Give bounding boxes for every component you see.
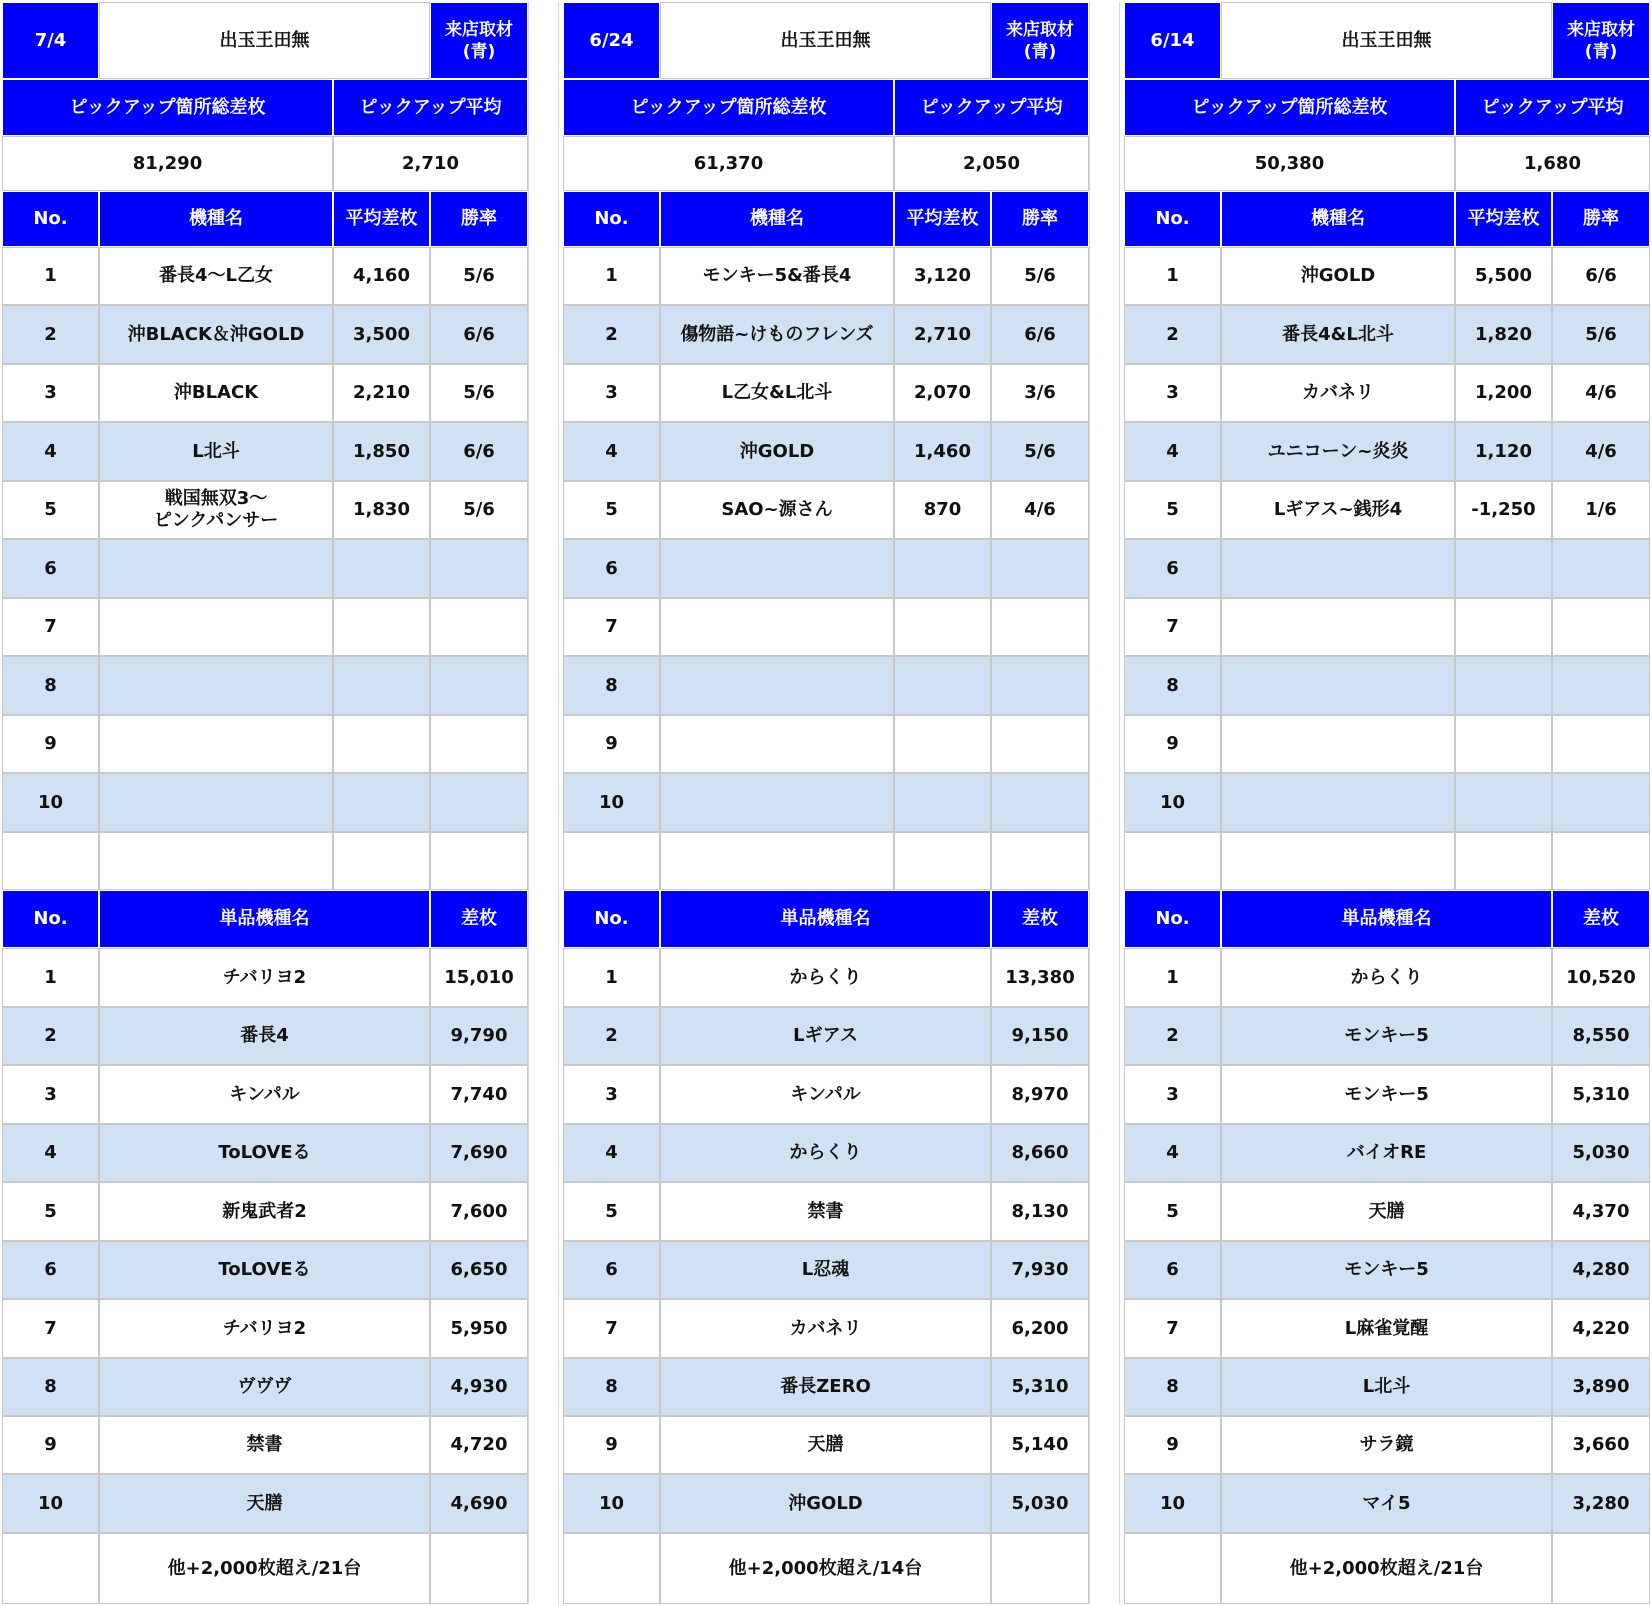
single-name: 天膳 (99, 1474, 430, 1533)
single-no: 4 (1124, 1124, 1221, 1182)
single-diff: 5,030 (991, 1474, 1089, 1533)
column-gap (1089, 2, 1120, 1604)
machine-avg (1455, 539, 1552, 598)
machine-no: 5 (563, 481, 660, 539)
spacer-cell (563, 832, 660, 890)
single-header-diff: 差枚 (1552, 890, 1650, 948)
single-diff: 9,790 (430, 1007, 528, 1065)
machine-avg: 3,500 (333, 305, 430, 364)
machine-win: 4/6 (991, 481, 1089, 539)
single-no: 2 (563, 1007, 660, 1065)
footer-blank (2, 1533, 99, 1604)
footer-note: 他+2,000枚超え/21台 (99, 1533, 430, 1604)
machine-no: 6 (563, 539, 660, 598)
machine-name (99, 598, 333, 656)
machine-win: 6/6 (1552, 247, 1650, 305)
single-no: 1 (1124, 948, 1221, 1007)
machine-no: 6 (2, 539, 99, 598)
machine-win (430, 773, 528, 832)
single-name: 天膳 (660, 1416, 991, 1474)
machine-name: 傷物語~けものフレンズ (660, 305, 894, 364)
single-no: 1 (563, 948, 660, 1007)
machine-win (1552, 715, 1650, 773)
machine-name (99, 773, 333, 832)
machine-no: 5 (1124, 481, 1221, 539)
machine-header-win: 勝率 (430, 191, 528, 247)
machine-avg: 1,830 (333, 481, 430, 539)
machine-name: カバネリ (1221, 364, 1455, 422)
machine-header-name: 機種名 (1221, 191, 1455, 247)
machine-no: 1 (2, 247, 99, 305)
pickup-total-value: 50,380 (1124, 136, 1455, 191)
single-name: 禁書 (660, 1182, 991, 1241)
single-no: 9 (1124, 1416, 1221, 1474)
machine-no: 3 (2, 364, 99, 422)
single-name: モンキー5 (1221, 1007, 1552, 1065)
pickup-total-label: ピックアップ箇所総差枚 (1124, 79, 1455, 136)
single-diff: 4,690 (430, 1474, 528, 1533)
machine-name (1221, 539, 1455, 598)
machine-name (1221, 715, 1455, 773)
machine-no: 7 (563, 598, 660, 656)
machine-no: 4 (2, 422, 99, 481)
single-name: L麻雀覚醒 (1221, 1299, 1552, 1358)
single-no: 8 (1124, 1358, 1221, 1416)
machine-name: モンキー5&番長4 (660, 247, 894, 305)
machine-avg: 1,460 (894, 422, 991, 481)
single-no: 8 (2, 1358, 99, 1416)
machine-avg: 5,500 (1455, 247, 1552, 305)
single-name: 天膳 (1221, 1182, 1552, 1241)
single-name: 沖GOLD (660, 1474, 991, 1533)
single-header-no: No. (1124, 890, 1221, 948)
single-no: 5 (563, 1182, 660, 1241)
machine-name (99, 656, 333, 715)
single-no: 4 (563, 1124, 660, 1182)
machine-name (660, 656, 894, 715)
machine-no: 7 (1124, 598, 1221, 656)
machine-avg: 4,160 (333, 247, 430, 305)
single-diff: 3,890 (1552, 1358, 1650, 1416)
machine-avg (894, 715, 991, 773)
single-name: チバリヨ2 (99, 948, 430, 1007)
machine-header-no: No. (563, 191, 660, 247)
machine-no: 7 (2, 598, 99, 656)
event-tag: 来店取材 (青) (430, 2, 528, 79)
spacer-cell (991, 832, 1089, 890)
footer-blank (563, 1533, 660, 1604)
machine-win: 6/6 (430, 305, 528, 364)
machine-no: 1 (1124, 247, 1221, 305)
machine-avg (1455, 656, 1552, 715)
single-diff: 13,380 (991, 948, 1089, 1007)
spacer-cell (1455, 832, 1552, 890)
single-header-diff: 差枚 (430, 890, 528, 948)
spacer-cell (333, 832, 430, 890)
single-name: マイ5 (1221, 1474, 1552, 1533)
single-no: 3 (563, 1065, 660, 1124)
machine-avg: 3,120 (894, 247, 991, 305)
single-no: 6 (2, 1241, 99, 1299)
single-no: 6 (563, 1241, 660, 1299)
machine-no: 8 (563, 656, 660, 715)
machine-win: 5/6 (991, 247, 1089, 305)
machine-win (991, 539, 1089, 598)
machine-avg: 1,850 (333, 422, 430, 481)
footer-blank (430, 1533, 528, 1604)
single-diff: 4,720 (430, 1416, 528, 1474)
pickup-total-value: 81,290 (2, 136, 333, 191)
machine-header-avg: 平均差枚 (1455, 191, 1552, 247)
machine-win (1552, 656, 1650, 715)
machine-win: 6/6 (991, 305, 1089, 364)
footer-blank (991, 1533, 1089, 1604)
single-diff: 5,310 (1552, 1065, 1650, 1124)
machine-avg (894, 656, 991, 715)
machine-name: 沖BLACK＆沖GOLD (99, 305, 333, 364)
machine-name (660, 598, 894, 656)
single-diff: 4,930 (430, 1358, 528, 1416)
pickup-avg-label: ピックアップ平均 (333, 79, 528, 136)
machine-header-avg: 平均差枚 (894, 191, 991, 247)
machine-win: 1/6 (1552, 481, 1650, 539)
machine-avg (333, 539, 430, 598)
machine-avg (894, 773, 991, 832)
single-name: からくり (1221, 948, 1552, 1007)
machine-win (991, 773, 1089, 832)
machine-name: 番長4～L乙女 (99, 247, 333, 305)
machine-header-no: No. (2, 191, 99, 247)
single-no: 1 (2, 948, 99, 1007)
single-name: からくり (660, 1124, 991, 1182)
machine-avg: 1,200 (1455, 364, 1552, 422)
single-diff: 5,030 (1552, 1124, 1650, 1182)
machine-no: 1 (563, 247, 660, 305)
store-name: 出玉王田無 (660, 2, 991, 79)
machine-win: 5/6 (991, 422, 1089, 481)
footer-blank (1552, 1533, 1650, 1604)
single-diff: 5,140 (991, 1416, 1089, 1474)
single-no: 10 (1124, 1474, 1221, 1533)
spacer-cell (1552, 832, 1650, 890)
single-name: 禁書 (99, 1416, 430, 1474)
machine-name: Lギアス~銭形4 (1221, 481, 1455, 539)
machine-avg (333, 773, 430, 832)
machine-win: 4/6 (1552, 364, 1650, 422)
single-name: ToLOVEる (99, 1124, 430, 1182)
single-header-name: 単品機種名 (99, 890, 430, 948)
single-name: からくり (660, 948, 991, 1007)
machine-win (991, 598, 1089, 656)
machine-avg: 2,210 (333, 364, 430, 422)
pickup-total-label: ピックアップ箇所総差枚 (563, 79, 894, 136)
pickup-avg-label: ピックアップ平均 (894, 79, 1089, 136)
single-name: 番長ZERO (660, 1358, 991, 1416)
machine-avg (1455, 715, 1552, 773)
single-diff: 8,660 (991, 1124, 1089, 1182)
machine-name (660, 773, 894, 832)
date-header: 6/14 (1124, 2, 1221, 79)
machine-no: 9 (563, 715, 660, 773)
machine-avg (894, 598, 991, 656)
single-no: 9 (563, 1416, 660, 1474)
single-name: キンパル (99, 1065, 430, 1124)
machine-win (1552, 539, 1650, 598)
single-no: 7 (1124, 1299, 1221, 1358)
footer-blank (1124, 1533, 1221, 1604)
single-no: 4 (2, 1124, 99, 1182)
single-name: カバネリ (660, 1299, 991, 1358)
spacer-cell (894, 832, 991, 890)
single-no: 2 (2, 1007, 99, 1065)
single-diff: 8,550 (1552, 1007, 1650, 1065)
machine-no: 9 (1124, 715, 1221, 773)
single-no: 3 (2, 1065, 99, 1124)
single-diff: 3,660 (1552, 1416, 1650, 1474)
single-no: 10 (563, 1474, 660, 1533)
machine-no: 8 (1124, 656, 1221, 715)
single-name: ヴヴヴ (99, 1358, 430, 1416)
machine-name: 沖BLACK (99, 364, 333, 422)
pickup-total-label: ピックアップ箇所総差枚 (2, 79, 333, 136)
machine-name: 戦国無双3～ ピンクパンサー (99, 481, 333, 539)
single-diff: 8,970 (991, 1065, 1089, 1124)
machine-name (99, 715, 333, 773)
machine-name (1221, 598, 1455, 656)
machine-no: 8 (2, 656, 99, 715)
machine-name: 沖GOLD (660, 422, 894, 481)
single-diff: 7,600 (430, 1182, 528, 1241)
single-diff: 4,370 (1552, 1182, 1650, 1241)
store-name: 出玉王田無 (99, 2, 430, 79)
machine-avg: 1,120 (1455, 422, 1552, 481)
single-diff: 7,930 (991, 1241, 1089, 1299)
column-gap (528, 2, 559, 1604)
machine-header-no: No. (1124, 191, 1221, 247)
machine-win: 6/6 (430, 422, 528, 481)
machine-avg (1455, 598, 1552, 656)
single-name: L忍魂 (660, 1241, 991, 1299)
machine-avg: 2,070 (894, 364, 991, 422)
single-diff: 5,950 (430, 1299, 528, 1358)
single-header-name: 単品機種名 (660, 890, 991, 948)
single-diff: 4,280 (1552, 1241, 1650, 1299)
spacer-cell (1221, 832, 1455, 890)
date-header: 7/4 (2, 2, 99, 79)
store-name: 出玉王田無 (1221, 2, 1552, 79)
machine-win (430, 715, 528, 773)
machine-name: ユニコーン~炎炎 (1221, 422, 1455, 481)
footer-note: 他+2,000枚超え/21台 (1221, 1533, 1552, 1604)
pickup-avg-value: 1,680 (1455, 136, 1650, 191)
machine-no: 10 (563, 773, 660, 832)
event-tag: 来店取材 (青) (1552, 2, 1650, 79)
single-diff: 4,220 (1552, 1299, 1650, 1358)
machine-name: L北斗 (99, 422, 333, 481)
single-name: 番長4 (99, 1007, 430, 1065)
single-no: 2 (1124, 1007, 1221, 1065)
machine-avg: 2,710 (894, 305, 991, 364)
machine-name (660, 539, 894, 598)
pickup-avg-value: 2,710 (333, 136, 528, 191)
single-no: 7 (2, 1299, 99, 1358)
machine-avg (333, 598, 430, 656)
machine-win (991, 656, 1089, 715)
machine-win: 3/6 (991, 364, 1089, 422)
machine-no: 2 (2, 305, 99, 364)
single-name: バイオRE (1221, 1124, 1552, 1182)
machine-win (991, 715, 1089, 773)
single-diff: 8,130 (991, 1182, 1089, 1241)
single-diff: 3,280 (1552, 1474, 1650, 1533)
machine-header-avg: 平均差枚 (333, 191, 430, 247)
single-diff: 7,740 (430, 1065, 528, 1124)
machine-name (660, 715, 894, 773)
footer-note: 他+2,000枚超え/14台 (660, 1533, 991, 1604)
machine-no: 10 (2, 773, 99, 832)
machine-win (1552, 598, 1650, 656)
single-no: 5 (2, 1182, 99, 1241)
single-name: 新鬼武者2 (99, 1182, 430, 1241)
single-header-diff: 差枚 (991, 890, 1089, 948)
machine-win: 4/6 (1552, 422, 1650, 481)
machine-no: 2 (1124, 305, 1221, 364)
machine-win: 5/6 (430, 481, 528, 539)
single-name: ToLOVEる (99, 1241, 430, 1299)
spacer-cell (660, 832, 894, 890)
pickup-total-value: 61,370 (563, 136, 894, 191)
machine-avg (333, 715, 430, 773)
machine-name (1221, 773, 1455, 832)
single-no: 7 (563, 1299, 660, 1358)
pickup-avg-label: ピックアップ平均 (1455, 79, 1650, 136)
single-diff: 6,650 (430, 1241, 528, 1299)
single-diff: 7,690 (430, 1124, 528, 1182)
single-header-name: 単品機種名 (1221, 890, 1552, 948)
machine-win (430, 598, 528, 656)
single-no: 5 (1124, 1182, 1221, 1241)
single-diff: 5,310 (991, 1358, 1089, 1416)
single-diff: 9,150 (991, 1007, 1089, 1065)
pickup-avg-value: 2,050 (894, 136, 1089, 191)
single-header-no: No. (563, 890, 660, 948)
machine-header-win: 勝率 (991, 191, 1089, 247)
single-diff: 15,010 (430, 948, 528, 1007)
machine-avg (1455, 773, 1552, 832)
single-name: チバリヨ2 (99, 1299, 430, 1358)
machine-no: 10 (1124, 773, 1221, 832)
machine-name: 沖GOLD (1221, 247, 1455, 305)
single-name: モンキー5 (1221, 1241, 1552, 1299)
machine-avg: -1,250 (1455, 481, 1552, 539)
single-no: 9 (2, 1416, 99, 1474)
single-no: 10 (2, 1474, 99, 1533)
machine-header-name: 機種名 (660, 191, 894, 247)
machine-win: 5/6 (1552, 305, 1650, 364)
spacer-cell (1124, 832, 1221, 890)
machine-header-name: 機種名 (99, 191, 333, 247)
single-name: Lギアス (660, 1007, 991, 1065)
machine-no: 5 (2, 481, 99, 539)
machine-avg (894, 539, 991, 598)
single-no: 3 (1124, 1065, 1221, 1124)
machine-avg: 870 (894, 481, 991, 539)
machine-name (1221, 656, 1455, 715)
machine-win (430, 656, 528, 715)
machine-name (99, 539, 333, 598)
machine-no: 6 (1124, 539, 1221, 598)
machine-no: 4 (563, 422, 660, 481)
single-header-no: No. (2, 890, 99, 948)
machine-win: 5/6 (430, 364, 528, 422)
machine-avg (333, 656, 430, 715)
spacer-cell (430, 832, 528, 890)
date-header: 6/24 (563, 2, 660, 79)
machine-name: 番長4&L北斗 (1221, 305, 1455, 364)
machine-no: 3 (1124, 364, 1221, 422)
machine-no: 2 (563, 305, 660, 364)
single-no: 8 (563, 1358, 660, 1416)
single-diff: 6,200 (991, 1299, 1089, 1358)
single-name: キンパル (660, 1065, 991, 1124)
machine-win (1552, 773, 1650, 832)
machine-name: SAO~源さん (660, 481, 894, 539)
spacer-cell (2, 832, 99, 890)
machine-no: 9 (2, 715, 99, 773)
single-name: サラ鏡 (1221, 1416, 1552, 1474)
machine-header-win: 勝率 (1552, 191, 1650, 247)
machine-name: L乙女&L北斗 (660, 364, 894, 422)
spacer-cell (99, 832, 333, 890)
single-name: モンキー5 (1221, 1065, 1552, 1124)
machine-no: 4 (1124, 422, 1221, 481)
machine-no: 3 (563, 364, 660, 422)
event-tag: 来店取材 (青) (991, 2, 1089, 79)
single-diff: 10,520 (1552, 948, 1650, 1007)
single-name: L北斗 (1221, 1358, 1552, 1416)
machine-win (430, 539, 528, 598)
single-no: 6 (1124, 1241, 1221, 1299)
machine-avg: 1,820 (1455, 305, 1552, 364)
machine-win: 5/6 (430, 247, 528, 305)
